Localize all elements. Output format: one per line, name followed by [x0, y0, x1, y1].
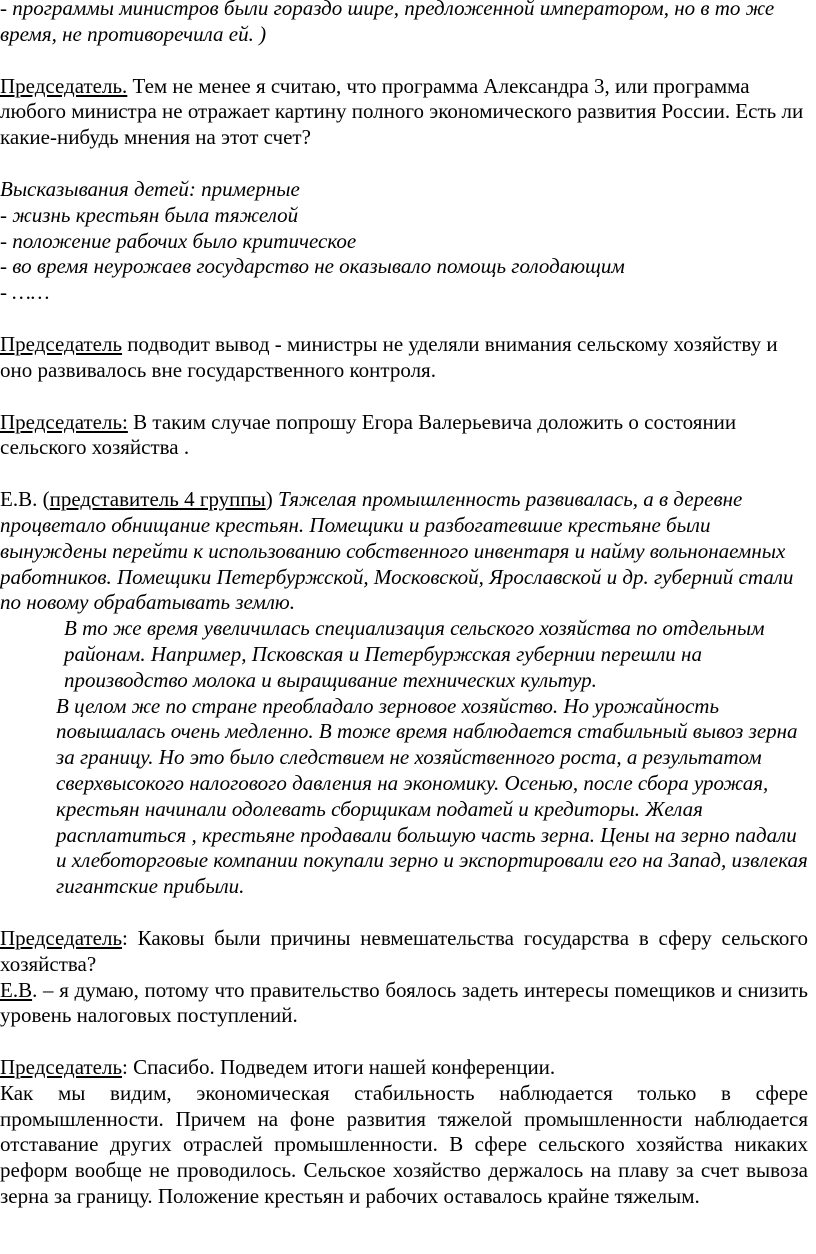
speaker-ev: Е.В: [0, 977, 33, 1002]
paragraph-chair-request: [0, 410, 808, 462]
ev-role: представитель 4 группы: [49, 487, 266, 512]
paragraph-ev-report: [0, 487, 808, 616]
paragraph-ev-answer: [0, 978, 808, 1030]
ev-answer-text: . – я думаю, потому что правительство боялось задеть интересы помещиков и снизить уровень налоговых поступлений.: [0, 977, 808, 1028]
list-item: - жизнь крестьян была тяжелой: [0, 202, 299, 227]
chair-why-text: : Каковы были причины невмешательства государства в сферу сельского хозяйства?: [0, 925, 808, 976]
paragraph-chair-why: [0, 926, 808, 978]
children-statements: [0, 177, 808, 306]
ev-prefix: Е.В. (: [0, 487, 50, 512]
chair-request-text: В таким случае попрошу Егора Валерьевича доложить о состоянии сельского хозяйства .: [0, 409, 737, 460]
list-item: - во время неурожаев государство не оказывало помощь голодающим: [0, 254, 625, 279]
chair-conclusion-text: подводит вывод - министры не уделяли внимания сельскому хозяйству и оно развивалось вне государственного контроля.: [0, 331, 778, 382]
list-item: - положение рабочих было критическое: [0, 228, 357, 253]
speaker-chair: Председатель:: [0, 409, 128, 434]
speaker-chair: Председатель: [0, 331, 123, 356]
list-item: - ……: [0, 280, 50, 305]
chair-thanks-text: : Спасибо. Подведем итоги нашей конференции.: [122, 1055, 556, 1080]
paragraph-specialization: В то же время увеличилась специализация сельского хозяйства по отдельным районам. Например, Псковская и Петербуржская губернии перешли на производство молока и выращивание технических культур.: [64, 616, 765, 692]
paragraph-ministers-note: - программы министров были гораздо шире, предложенной императором, но в то же время, не противоречила ей. ): [0, 0, 775, 46]
children-statements-title: Высказывания детей: примерные: [0, 176, 300, 201]
paragraph-summary: Как мы видим, экономическая стабильность наблюдается только в сфере промышленности. Причем на фоне развития тяжелой промышленности наблюдается отставание других отраслей промышленности. В сфере сельского хозяйства никаких реформ вообще не проводилось. Сельское хозяйство держалось на плаву за счет вывоза зерна за границу. Положение крестьян и рабочих оставалось крайне тяжелым.: [0, 1080, 808, 1209]
paragraph-chair-thanks: [0, 1055, 808, 1081]
ev-report-text: Тяжелая промышленность развивалась, а в деревне процветало обнищание крестьян. Помещики и разбогатевшие крестьяне были вынуждены перейти к использованию собственного инвентаря и найму вольнонаемных работников. Помещики Петербуржской, Московской, Ярославской и др. губерний стали по новому обрабатывать землю.: [0, 487, 794, 615]
speaker-chair: Председатель: [0, 925, 123, 950]
speaker-chair: Председатель: [0, 1055, 123, 1080]
speaker-chair: Председатель.: [0, 73, 128, 98]
paragraph-grain-economy: В целом же по стране преобладало зерновое хозяйство. Но урожайность повышалась очень медленно. В тоже время наблюдается стабильный вывоз зерна за границу. Но это было следствием не хозяйственного роста, а результатом сверхвысокого налогового давления на экономику. Осенью, после сбора урожая, крестьян начинали одолевать сборщикам податей и кредиторы. Желая расплатиться , крестьяне продавали большую часть зерна. Цены на зерно падали и хлеботорговые компании покупали зерно и экспортировали его на Запад, извлекая гигантские прибыли.: [56, 693, 808, 899]
chair-question-text: Тем не менее я считаю, что программа Александра 3, или программа любого министра не отражает картину полного экономического развития России. Есть ли какие-нибудь мнения на этот счет?: [0, 73, 804, 150]
paragraph-chair-conclusion: [0, 332, 808, 384]
paragraph-chair-question: [0, 74, 808, 151]
ev-suffix: ): [265, 487, 279, 512]
